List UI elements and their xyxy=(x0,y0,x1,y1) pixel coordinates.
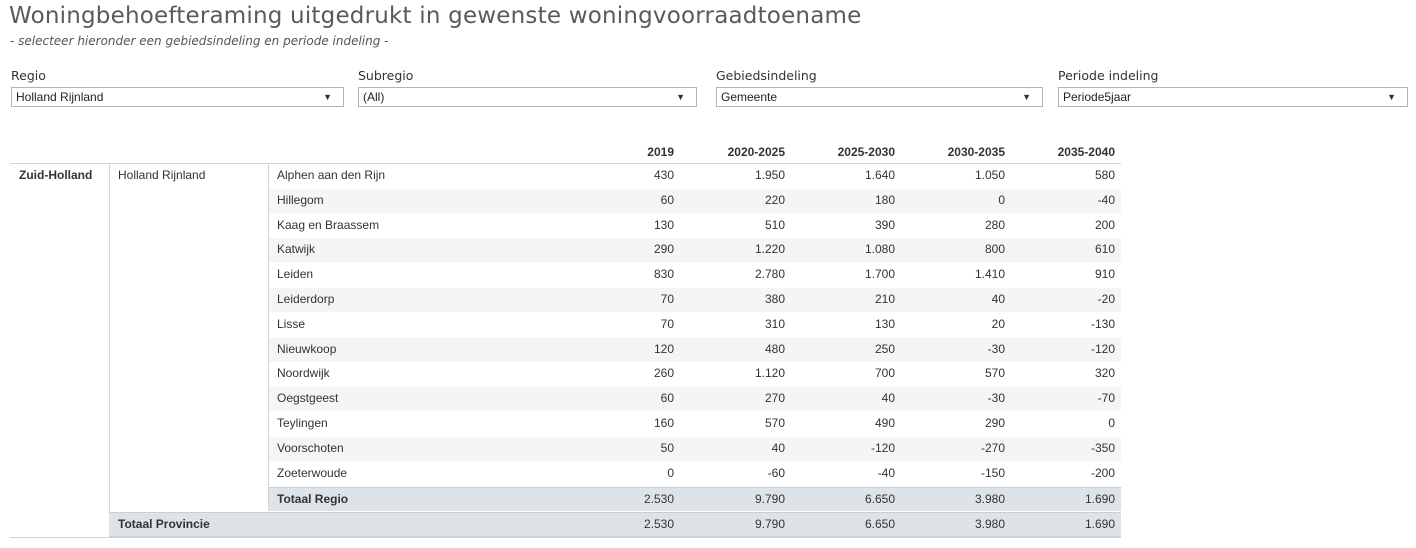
table-cell: 2.530 xyxy=(643,492,674,506)
table-cell: 9.790 xyxy=(754,492,785,506)
table-cell: 800 xyxy=(984,242,1005,257)
table-row xyxy=(269,313,1121,337)
municipality-name: Hillegom xyxy=(277,192,324,207)
table-cell: 1.690 xyxy=(1084,492,1115,506)
column-divider xyxy=(109,163,110,537)
table-cell: 490 xyxy=(874,416,895,430)
column-header: 2035-2040 xyxy=(1057,145,1115,159)
table-cell: 60 xyxy=(660,192,674,207)
table-cell: 320 xyxy=(1094,366,1115,381)
chevron-down-icon[interactable]: ▼ xyxy=(1022,92,1031,102)
municipality-name: Kaag en Braassem xyxy=(277,217,380,232)
table-row xyxy=(269,412,1121,436)
dropdown-value: Holland Rijnland xyxy=(16,90,104,104)
table-cell: 40 xyxy=(991,292,1005,306)
table-cell: -70 xyxy=(1097,391,1115,406)
municipality-name: Leiden xyxy=(277,267,314,282)
municipality-name: Teylingen xyxy=(277,416,328,430)
table-row xyxy=(269,214,1121,238)
column-header: 2025-2030 xyxy=(837,145,895,159)
table-cell: 6.650 xyxy=(864,517,895,531)
table-cell: 1.080 xyxy=(864,242,895,257)
table-cell: 250 xyxy=(874,341,895,356)
table-row xyxy=(269,362,1121,386)
table-row xyxy=(269,462,1121,486)
filter-label: Periode indeling xyxy=(1058,68,1159,83)
column-header: 2030-2035 xyxy=(947,145,1005,159)
table-cell: 1.690 xyxy=(1084,517,1115,531)
table-cell: -150 xyxy=(980,465,1005,480)
table-cell: -40 xyxy=(877,465,895,480)
table-cell: 1.700 xyxy=(864,267,895,282)
province-label: Zuid-Holland xyxy=(19,168,93,182)
table-cell: 130 xyxy=(874,316,895,331)
table-row xyxy=(269,164,1121,188)
table-cell: 0 xyxy=(1108,416,1115,430)
table-cell: 290 xyxy=(653,242,674,257)
table-cell: 50 xyxy=(660,440,674,455)
table-cell: 570 xyxy=(984,366,1005,381)
filter-label: Gebiedsindeling xyxy=(716,68,817,83)
municipality-name: Alphen aan den Rijn xyxy=(277,168,386,182)
municipality-name: Voorschoten xyxy=(277,440,344,455)
municipality-name: Zoeterwoude xyxy=(277,465,348,480)
table-row xyxy=(269,288,1121,312)
table-cell: 210 xyxy=(874,292,895,306)
municipality-name: Lisse xyxy=(277,316,306,331)
filter-label: Subregio xyxy=(358,68,414,83)
table-cell: 480 xyxy=(764,341,785,356)
chevron-down-icon[interactable]: ▼ xyxy=(323,92,332,102)
region-total-row xyxy=(269,487,1121,511)
table-cell: 290 xyxy=(984,416,1005,430)
table-cell: -30 xyxy=(987,341,1005,356)
table-cell: 3.980 xyxy=(974,517,1005,531)
page-title: Woningbehoefteraming uitgedrukt in gewenste woningvoorraadtoename xyxy=(9,3,862,29)
table-cell: -120 xyxy=(1090,341,1115,356)
table-cell: 60 xyxy=(660,391,674,406)
chevron-down-icon[interactable]: ▼ xyxy=(676,92,685,102)
column-header: 2019 xyxy=(647,145,674,159)
region-total-label: Totaal Regio xyxy=(277,492,349,506)
table-cell: -60 xyxy=(767,465,785,480)
table-cell: 430 xyxy=(653,168,674,182)
table-cell: 20 xyxy=(991,316,1005,331)
table-cell: 0 xyxy=(998,192,1005,207)
table-cell: 570 xyxy=(764,416,785,430)
page-subtitle: - selecteer hieronder een gebiedsindeling en periode indeling - xyxy=(10,34,389,48)
table-row xyxy=(269,238,1121,262)
table-cell: 160 xyxy=(653,416,674,430)
table-cell: 310 xyxy=(764,316,785,331)
table-cell: 380 xyxy=(764,292,785,306)
table-cell: 910 xyxy=(1094,267,1115,282)
table-cell: 1.050 xyxy=(974,168,1005,182)
table-cell: 130 xyxy=(653,217,674,232)
table-cell: 120 xyxy=(653,341,674,356)
table-cell: 390 xyxy=(874,217,895,232)
table-cell: 9.790 xyxy=(754,517,785,531)
table-row xyxy=(269,189,1121,213)
table-row xyxy=(269,338,1121,362)
table-cell: 280 xyxy=(984,217,1005,232)
table-row xyxy=(269,387,1121,411)
column-header: 2020-2025 xyxy=(727,145,785,159)
municipality-name: Katwijk xyxy=(277,242,316,257)
table-cell: 0 xyxy=(667,465,674,480)
table-cell: 1.640 xyxy=(864,168,895,182)
table-cell: 40 xyxy=(771,440,785,455)
table-cell: 3.980 xyxy=(974,492,1005,506)
table-cell: 200 xyxy=(1094,217,1115,232)
table-cell: 70 xyxy=(660,292,674,306)
province-total-row xyxy=(109,512,1121,537)
table-cell: -350 xyxy=(1090,440,1115,455)
table-cell: 220 xyxy=(764,192,785,207)
table-cell: -30 xyxy=(987,391,1005,406)
table-cell: 180 xyxy=(874,192,895,207)
table-cell: 270 xyxy=(764,391,785,406)
municipality-name: Leiderdorp xyxy=(277,292,335,306)
dropdown-value: Periode5jaar xyxy=(1063,90,1132,104)
table-cell: 580 xyxy=(1094,168,1115,182)
table-cell: 1.220 xyxy=(754,242,785,257)
table-cell: 260 xyxy=(653,366,674,381)
chevron-down-icon[interactable]: ▼ xyxy=(1387,92,1396,102)
dropdown-value: (All) xyxy=(363,90,385,104)
table-cell: 1.120 xyxy=(754,366,785,381)
table-row xyxy=(269,437,1121,461)
table-cell: 70 xyxy=(660,316,674,331)
table-cell: 1.950 xyxy=(754,168,785,182)
region-label: Holland Rijnland xyxy=(118,168,206,182)
municipality-name: Oegstgeest xyxy=(277,391,339,406)
table-cell: -130 xyxy=(1090,316,1115,331)
table-cell: -120 xyxy=(870,440,895,455)
table-cell: 2.530 xyxy=(643,517,674,531)
footer-divider xyxy=(10,537,1121,538)
municipality-name: Nieuwkoop xyxy=(277,341,337,356)
province-total-label: Totaal Provincie xyxy=(118,517,210,531)
filter-label: Regio xyxy=(11,68,46,83)
table-cell: 2.780 xyxy=(754,267,785,282)
table-cell: 830 xyxy=(653,267,674,282)
table-cell: 610 xyxy=(1094,242,1115,257)
table-cell: -20 xyxy=(1097,292,1115,306)
table-cell: 510 xyxy=(764,217,785,232)
dropdown-value: Gemeente xyxy=(721,90,778,104)
table-cell: -40 xyxy=(1097,192,1115,207)
table-cell: -270 xyxy=(980,440,1005,455)
table-row xyxy=(269,263,1121,287)
table-cell: 1.410 xyxy=(974,267,1005,282)
table-cell: -200 xyxy=(1090,465,1115,480)
table-cell: 700 xyxy=(874,366,895,381)
municipality-name: Noordwijk xyxy=(277,366,330,381)
table-cell: 40 xyxy=(881,391,895,406)
table-cell: 6.650 xyxy=(864,492,895,506)
